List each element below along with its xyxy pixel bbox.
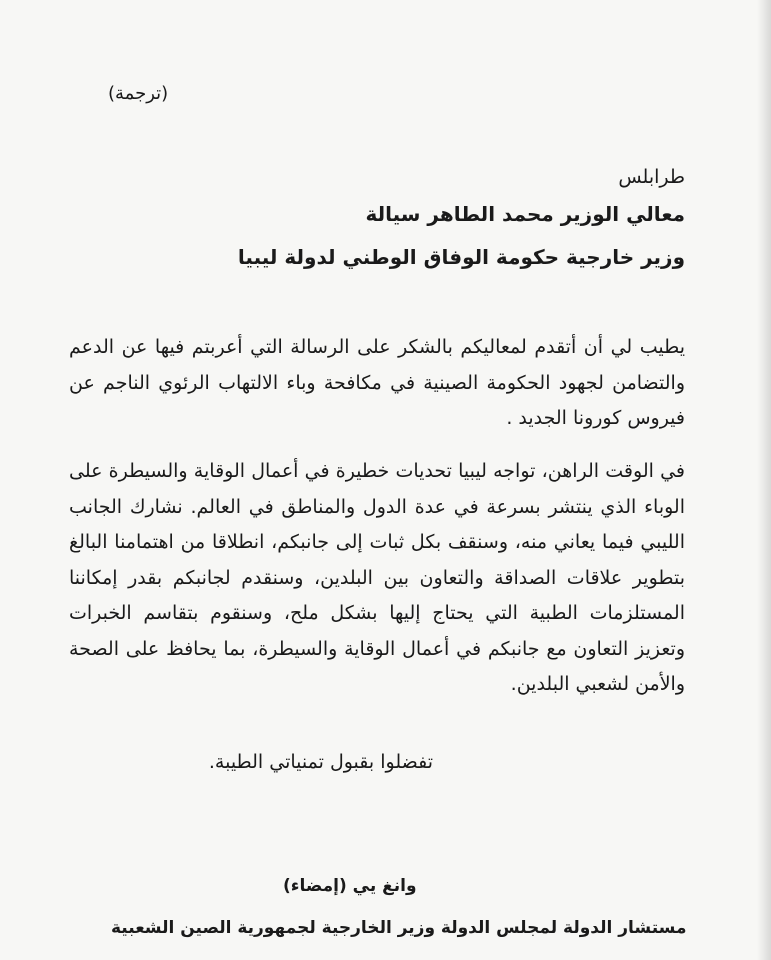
body-paragraph-1: يطيب لي أن أتقدم لمعاليكم بالشكر على الرسالة التي أعربتم فيها عن الدعم والتضامن لجهود الحكومة الصينية في مكافحة وباء الالتهاب الرئوي الناجم عن فيروس كورونا الجديد . xyxy=(69,336,685,429)
city-line: طرابلس xyxy=(618,166,685,188)
translation-note: (ترجمة) xyxy=(108,83,169,104)
recipient-title: وزير خارجية حكومة الوفاق الوطني لدولة ليبيا xyxy=(237,245,685,269)
signatory-position: مستشار الدولة لمجلس الدولة وزير الخارجية لجمهورية الصين الشعبية xyxy=(111,918,687,938)
closing-line: تفضلوا بقبول تمنياتي الطيبة. xyxy=(208,751,433,773)
recipient-name: معالي الوزير محمد الطاهر سيالة xyxy=(365,202,685,226)
page-edge-shadow xyxy=(757,0,771,960)
body-paragraph-2: في الوقت الراهن، تواجه ليبيا تحديات خطيرة في أعمال الوقاية والسيطرة على الوباء الذي ينتشر بسرعة في عدة الدول والمناطق في العالم. نشارك الجانب الليبي فيما يعاني منه، وسنقف بكل ثبات إلى جانبكم، انطلاقا من اهتمامنا البالغ بتطوير علاقات الصداقة والتعاون بين البلدين، وسنقدم لجانبكم بقدر إمكاننا المستلزمات الطبية التي يحتاج إليها بشكل ملح، وسنقوم بتقاسم الخبرات وتعزيز التعاون مع جانبكم في أعمال الوقاية والسيطرة، بما يحافظ على الصحة والأمن لشعبي البلدين. xyxy=(69,460,685,695)
signature-line: وانغ يي (إمضاء) xyxy=(283,876,417,896)
